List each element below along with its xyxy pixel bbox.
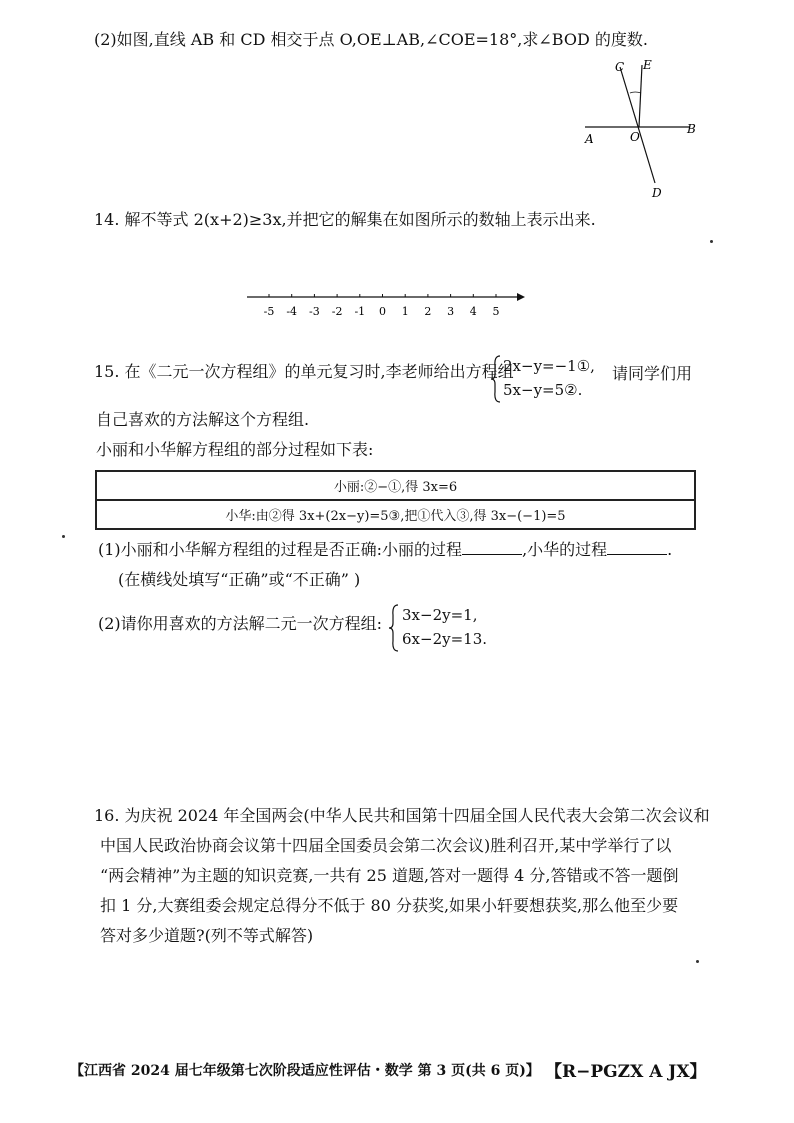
equation-system-2 bbox=[402, 603, 487, 651]
number-line-tick-label: -3 bbox=[309, 305, 320, 318]
part-1-note: (在横线处填写“正确”或“不正确” ) bbox=[118, 570, 361, 589]
question-13-part-2: (2)如图,直线 AB 和 CD 相交于点 O,OE⊥AB,∠COE=18°,求∠BOD 的度数. bbox=[94, 30, 648, 49]
table-row-xiaohua: 小华:由②得 3x+(2x−y)=5③,把①代入③,得 3x−(−1)=5 bbox=[96, 500, 695, 529]
question-15-intro: 15. 在《二元一次方程组》的单元复习时,李老师给出方程组 bbox=[94, 362, 514, 381]
scan-speck bbox=[62, 535, 65, 538]
equation-brace-2 bbox=[388, 603, 400, 653]
ray-oe bbox=[639, 65, 642, 127]
number-line-arrow bbox=[517, 293, 525, 301]
equation-system-15 bbox=[503, 354, 595, 402]
equation-1: 2x−y=−1①, bbox=[503, 357, 595, 375]
answer-blank-xiaohua[interactable] bbox=[607, 540, 667, 555]
question-15-line-2: 自己喜欢的方法解这个方程组. bbox=[96, 410, 310, 429]
angle-arc bbox=[630, 92, 641, 93]
question-14: 14. 解不等式 2(x+2)≥3x,并把它的解集在如图所示的数轴上表示出来. bbox=[94, 210, 596, 229]
solution-table bbox=[95, 470, 696, 530]
line-cd bbox=[620, 67, 655, 183]
part-1 bbox=[98, 540, 672, 560]
label-d: D bbox=[652, 186, 662, 200]
part-1-text-b: ,小华的过程 bbox=[522, 540, 608, 559]
part-2: (2)请你用喜欢的方法解二元一次方程组: bbox=[98, 614, 383, 633]
equation-brace bbox=[490, 354, 502, 404]
question-16-line-1: 16. 为庆祝 2024 年全国两会(中华人民共和国第十四届全国人民代表大会第二次会议和 bbox=[94, 806, 710, 825]
part-1-text-a: (1)小丽和小华解方程组的过程是否正确:小丽的过程 bbox=[98, 540, 463, 559]
scan-speck bbox=[710, 240, 713, 243]
number-line-tick-label: -1 bbox=[354, 305, 366, 318]
label-a: A bbox=[585, 132, 594, 146]
number-line-tick-label: -4 bbox=[286, 305, 298, 318]
label-c: C bbox=[615, 60, 625, 74]
number-line bbox=[245, 285, 525, 325]
question-16-line-4: 扣 1 分,大赛组委会规定总得分不低于 80 分获奖,如果小轩要想获奖,那么他至少要 bbox=[100, 896, 679, 915]
question-16-line-3: “两会精神”为主题的知识竞赛,一共有 25 道题,答对一题得 4 分,答错或不答一题倒 bbox=[100, 866, 679, 885]
equation-2-2: 6x−2y=13. bbox=[402, 630, 488, 648]
equation-2-1: 3x−2y=1, bbox=[402, 606, 478, 624]
label-b: B bbox=[687, 122, 696, 136]
number-line-tick-label: -2 bbox=[331, 305, 343, 318]
number-line-tick-label: 0 bbox=[379, 305, 386, 318]
number-line-tick-label: 1 bbox=[401, 305, 409, 318]
question-15-line-3: 小丽和小华解方程组的部分过程如下表: bbox=[96, 440, 374, 459]
label-o: O bbox=[630, 130, 640, 144]
angle-figure bbox=[575, 55, 705, 205]
footer-code: 【R−PGZX A JX】 bbox=[545, 1062, 707, 1082]
equation-2: 5x−y=5②. bbox=[503, 381, 583, 399]
part-1-text-c: . bbox=[667, 540, 673, 559]
number-line-tick-label: -5 bbox=[263, 305, 275, 318]
number-line-tick-label: 5 bbox=[492, 305, 500, 318]
answer-blank-xiaoli[interactable] bbox=[462, 540, 522, 555]
scan-speck bbox=[696, 960, 699, 963]
number-line-tick-label: 4 bbox=[469, 305, 477, 318]
table-row-xiaoli: 小丽:②−①,得 3x=6 bbox=[96, 471, 695, 500]
page-footer: 【江西省 2024 届七年级第七次阶段适应性评估・数学 第 3 页(共 6 页)】 bbox=[70, 1063, 540, 1079]
number-line-tick-label: 3 bbox=[447, 305, 455, 318]
question-16-line-5: 答对多少道题?(列不等式解答) bbox=[100, 926, 314, 945]
number-line-tick-label: 2 bbox=[424, 305, 432, 318]
label-e: E bbox=[643, 58, 652, 72]
question-15-intro-tail: 请同学们用 bbox=[612, 364, 693, 383]
question-16-line-2: 中国人民政治协商会议第十四届全国委员会第二次会议)胜利召开,某中学举行了以 bbox=[100, 836, 672, 855]
